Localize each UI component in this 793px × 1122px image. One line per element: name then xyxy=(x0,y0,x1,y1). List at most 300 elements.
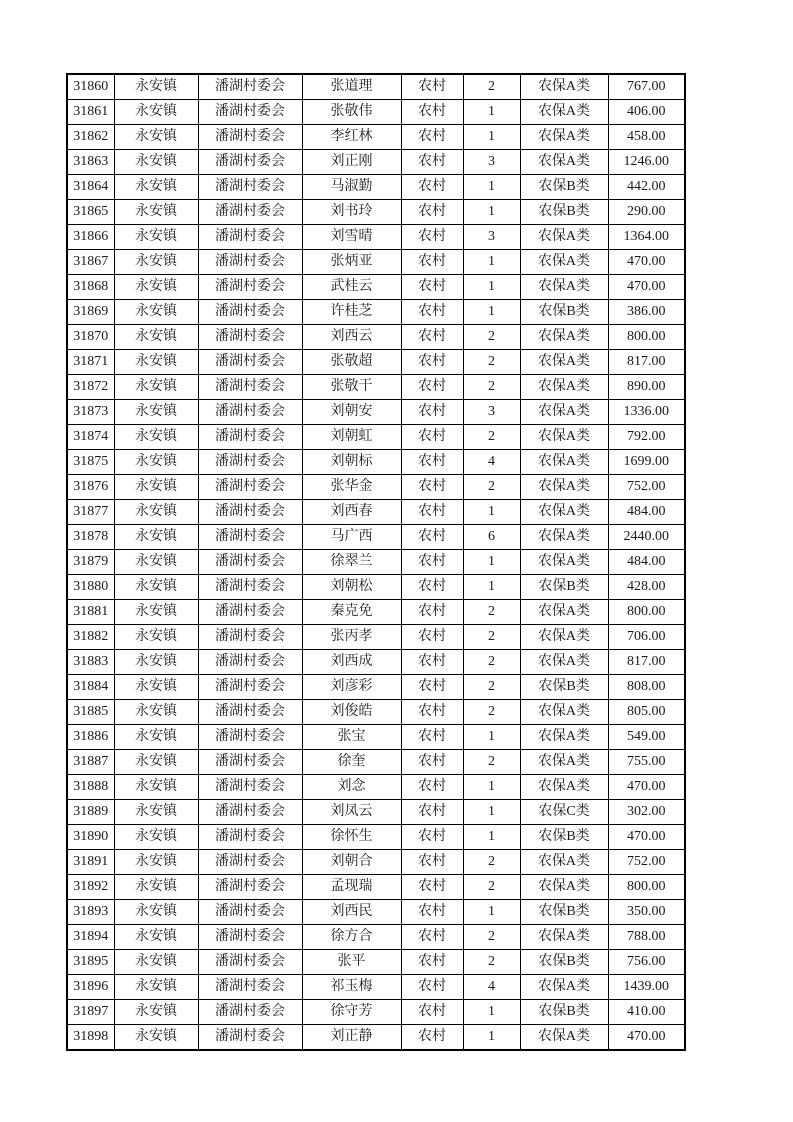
cell-town: 永安镇 xyxy=(114,875,198,900)
table-row xyxy=(67,775,685,800)
cell-person-count: 1 xyxy=(463,725,520,750)
cell-residence-type: 农村 xyxy=(401,750,463,775)
table-row xyxy=(67,225,685,250)
cell-person-count: 2 xyxy=(463,375,520,400)
cell-village-committee: 潘湖村委会 xyxy=(198,250,302,275)
cell-town: 永安镇 xyxy=(114,200,198,225)
cell-town: 永安镇 xyxy=(114,750,198,775)
cell-person-name: 刘书玲 xyxy=(302,200,401,225)
cell-residence-type: 农村 xyxy=(401,100,463,125)
cell-residence-type: 农村 xyxy=(401,650,463,675)
cell-residence-type: 农村 xyxy=(401,525,463,550)
cell-village-committee: 潘湖村委会 xyxy=(198,425,302,450)
table-row xyxy=(67,1025,685,1051)
cell-residence-type: 农村 xyxy=(401,400,463,425)
cell-residence-type: 农村 xyxy=(401,875,463,900)
cell-town: 永安镇 xyxy=(114,375,198,400)
cell-person-count: 4 xyxy=(463,975,520,1000)
cell-amount: 767.00 xyxy=(608,74,685,100)
cell-insurance-category: 农保A类 xyxy=(520,400,608,425)
cell-person-count: 1 xyxy=(463,825,520,850)
cell-amount: 470.00 xyxy=(608,775,685,800)
cell-person-count: 2 xyxy=(463,650,520,675)
cell-person-count: 2 xyxy=(463,875,520,900)
cell-serial-number: 31889 xyxy=(67,800,114,825)
cell-person-name: 刘朝松 xyxy=(302,575,401,600)
cell-town: 永安镇 xyxy=(114,275,198,300)
table-row xyxy=(67,525,685,550)
cell-town: 永安镇 xyxy=(114,325,198,350)
cell-insurance-category: 农保A类 xyxy=(520,1025,608,1051)
cell-village-committee: 潘湖村委会 xyxy=(198,225,302,250)
cell-town: 永安镇 xyxy=(114,900,198,925)
cell-person-count: 2 xyxy=(463,950,520,975)
cell-person-name: 张道理 xyxy=(302,74,401,100)
cell-person-name: 刘朝标 xyxy=(302,450,401,475)
cell-person-count: 1 xyxy=(463,1000,520,1025)
cell-residence-type: 农村 xyxy=(401,225,463,250)
table-row xyxy=(67,275,685,300)
cell-person-count: 1 xyxy=(463,275,520,300)
cell-town: 永安镇 xyxy=(114,575,198,600)
cell-residence-type: 农村 xyxy=(401,300,463,325)
cell-town: 永安镇 xyxy=(114,800,198,825)
cell-town: 永安镇 xyxy=(114,725,198,750)
cell-residence-type: 农村 xyxy=(401,600,463,625)
cell-person-name: 刘彦彩 xyxy=(302,675,401,700)
cell-residence-type: 农村 xyxy=(401,550,463,575)
cell-amount: 1246.00 xyxy=(608,150,685,175)
cell-person-count: 2 xyxy=(463,625,520,650)
cell-residence-type: 农村 xyxy=(401,825,463,850)
cell-residence-type: 农村 xyxy=(401,175,463,200)
cell-village-committee: 潘湖村委会 xyxy=(198,500,302,525)
table-row xyxy=(67,875,685,900)
cell-person-name: 刘朝虹 xyxy=(302,425,401,450)
table-row xyxy=(67,825,685,850)
cell-insurance-category: 农保A类 xyxy=(520,375,608,400)
cell-insurance-category: 农保A类 xyxy=(520,150,608,175)
cell-person-name: 刘正静 xyxy=(302,1025,401,1051)
cell-person-count: 1 xyxy=(463,175,520,200)
cell-residence-type: 农村 xyxy=(401,375,463,400)
cell-village-committee: 潘湖村委会 xyxy=(198,375,302,400)
cell-person-name: 马淑勤 xyxy=(302,175,401,200)
cell-person-name: 徐怀生 xyxy=(302,825,401,850)
cell-person-name: 刘西春 xyxy=(302,500,401,525)
cell-serial-number: 31873 xyxy=(67,400,114,425)
cell-serial-number: 31879 xyxy=(67,550,114,575)
cell-insurance-category: 农保A类 xyxy=(520,74,608,100)
cell-insurance-category: 农保B类 xyxy=(520,950,608,975)
cell-insurance-category: 农保A类 xyxy=(520,750,608,775)
cell-village-committee: 潘湖村委会 xyxy=(198,575,302,600)
table-row xyxy=(67,925,685,950)
cell-village-committee: 潘湖村委会 xyxy=(198,200,302,225)
cell-village-committee: 潘湖村委会 xyxy=(198,150,302,175)
cell-residence-type: 农村 xyxy=(401,125,463,150)
cell-residence-type: 农村 xyxy=(401,625,463,650)
cell-amount: 470.00 xyxy=(608,275,685,300)
cell-person-name: 张炳亚 xyxy=(302,250,401,275)
table-row xyxy=(67,700,685,725)
table-row xyxy=(67,450,685,475)
cell-amount: 470.00 xyxy=(608,825,685,850)
cell-town: 永安镇 xyxy=(114,350,198,375)
cell-insurance-category: 农保A类 xyxy=(520,700,608,725)
cell-serial-number: 31894 xyxy=(67,925,114,950)
cell-amount: 470.00 xyxy=(608,1025,685,1051)
cell-person-name: 刘正刚 xyxy=(302,150,401,175)
cell-amount: 800.00 xyxy=(608,600,685,625)
cell-residence-type: 农村 xyxy=(401,975,463,1000)
cell-town: 永安镇 xyxy=(114,300,198,325)
cell-amount: 302.00 xyxy=(608,800,685,825)
cell-serial-number: 31878 xyxy=(67,525,114,550)
table-row xyxy=(67,74,685,100)
cell-serial-number: 31860 xyxy=(67,74,114,100)
cell-person-count: 3 xyxy=(463,150,520,175)
cell-insurance-category: 农保B类 xyxy=(520,1000,608,1025)
cell-person-name: 张敬伟 xyxy=(302,100,401,125)
cell-residence-type: 农村 xyxy=(401,200,463,225)
cell-amount: 800.00 xyxy=(608,875,685,900)
cell-serial-number: 31877 xyxy=(67,500,114,525)
cell-person-count: 1 xyxy=(463,100,520,125)
cell-village-committee: 潘湖村委会 xyxy=(198,1000,302,1025)
cell-person-count: 2 xyxy=(463,675,520,700)
cell-person-count: 1 xyxy=(463,125,520,150)
cell-amount: 1336.00 xyxy=(608,400,685,425)
cell-insurance-category: 农保B类 xyxy=(520,175,608,200)
cell-insurance-category: 农保A类 xyxy=(520,525,608,550)
cell-village-committee: 潘湖村委会 xyxy=(198,175,302,200)
cell-residence-type: 农村 xyxy=(401,1000,463,1025)
cell-person-name: 李红林 xyxy=(302,125,401,150)
cell-town: 永安镇 xyxy=(114,525,198,550)
cell-village-committee: 潘湖村委会 xyxy=(198,650,302,675)
cell-person-count: 2 xyxy=(463,325,520,350)
cell-amount: 442.00 xyxy=(608,175,685,200)
cell-person-name: 秦克免 xyxy=(302,600,401,625)
cell-town: 永安镇 xyxy=(114,650,198,675)
cell-village-committee: 潘湖村委会 xyxy=(198,275,302,300)
cell-amount: 2440.00 xyxy=(608,525,685,550)
cell-serial-number: 31884 xyxy=(67,675,114,700)
cell-amount: 788.00 xyxy=(608,925,685,950)
cell-person-name: 张华金 xyxy=(302,475,401,500)
cell-person-count: 2 xyxy=(463,925,520,950)
cell-serial-number: 31880 xyxy=(67,575,114,600)
table-row xyxy=(67,250,685,275)
cell-insurance-category: 农保A类 xyxy=(520,475,608,500)
table-row xyxy=(67,325,685,350)
cell-town: 永安镇 xyxy=(114,600,198,625)
cell-village-committee: 潘湖村委会 xyxy=(198,725,302,750)
table-row xyxy=(67,1000,685,1025)
cell-residence-type: 农村 xyxy=(401,450,463,475)
cell-person-count: 2 xyxy=(463,600,520,625)
cell-person-count: 2 xyxy=(463,750,520,775)
cell-person-name: 张平 xyxy=(302,950,401,975)
cell-insurance-category: 农保A类 xyxy=(520,225,608,250)
table-row xyxy=(67,575,685,600)
table-row xyxy=(67,550,685,575)
cell-person-count: 3 xyxy=(463,225,520,250)
cell-town: 永安镇 xyxy=(114,950,198,975)
cell-person-name: 刘西云 xyxy=(302,325,401,350)
cell-amount: 706.00 xyxy=(608,625,685,650)
cell-serial-number: 31868 xyxy=(67,275,114,300)
cell-village-committee: 潘湖村委会 xyxy=(198,125,302,150)
cell-town: 永安镇 xyxy=(114,225,198,250)
cell-serial-number: 31892 xyxy=(67,875,114,900)
cell-residence-type: 农村 xyxy=(401,350,463,375)
cell-amount: 752.00 xyxy=(608,850,685,875)
cell-residence-type: 农村 xyxy=(401,425,463,450)
cell-town: 永安镇 xyxy=(114,675,198,700)
cell-village-committee: 潘湖村委会 xyxy=(198,675,302,700)
cell-town: 永安镇 xyxy=(114,825,198,850)
cell-village-committee: 潘湖村委会 xyxy=(198,775,302,800)
cell-village-committee: 潘湖村委会 xyxy=(198,875,302,900)
cell-person-count: 3 xyxy=(463,400,520,425)
cell-person-name: 武桂云 xyxy=(302,275,401,300)
table-row xyxy=(67,600,685,625)
cell-town: 永安镇 xyxy=(114,975,198,1000)
cell-town: 永安镇 xyxy=(114,775,198,800)
table-row xyxy=(67,175,685,200)
cell-insurance-category: 农保A类 xyxy=(520,100,608,125)
cell-serial-number: 31895 xyxy=(67,950,114,975)
cell-serial-number: 31888 xyxy=(67,775,114,800)
cell-person-count: 2 xyxy=(463,700,520,725)
cell-insurance-category: 农保A类 xyxy=(520,450,608,475)
table-row xyxy=(67,850,685,875)
cell-person-count: 2 xyxy=(463,74,520,100)
cell-insurance-category: 农保A类 xyxy=(520,600,608,625)
cell-person-name: 孟现瑞 xyxy=(302,875,401,900)
cell-residence-type: 农村 xyxy=(401,275,463,300)
table-row xyxy=(67,125,685,150)
cell-insurance-category: 农保B类 xyxy=(520,900,608,925)
cell-person-count: 1 xyxy=(463,1025,520,1051)
cell-town: 永安镇 xyxy=(114,175,198,200)
cell-amount: 1699.00 xyxy=(608,450,685,475)
cell-person-name: 刘朝安 xyxy=(302,400,401,425)
cell-person-name: 许桂芝 xyxy=(302,300,401,325)
cell-insurance-category: 农保A类 xyxy=(520,425,608,450)
cell-person-count: 1 xyxy=(463,800,520,825)
cell-town: 永安镇 xyxy=(114,125,198,150)
cell-person-name: 张宝 xyxy=(302,725,401,750)
cell-residence-type: 农村 xyxy=(401,850,463,875)
cell-insurance-category: 农保A类 xyxy=(520,650,608,675)
cell-residence-type: 农村 xyxy=(401,700,463,725)
cell-person-count: 1 xyxy=(463,250,520,275)
cell-serial-number: 31866 xyxy=(67,225,114,250)
cell-insurance-category: 农保A类 xyxy=(520,625,608,650)
cell-village-committee: 潘湖村委会 xyxy=(198,74,302,100)
cell-serial-number: 31891 xyxy=(67,850,114,875)
cell-village-committee: 潘湖村委会 xyxy=(198,700,302,725)
cell-insurance-category: 农保B类 xyxy=(520,575,608,600)
cell-insurance-category: 农保B类 xyxy=(520,200,608,225)
table-row xyxy=(67,975,685,1000)
cell-town: 永安镇 xyxy=(114,425,198,450)
cell-person-name: 张敬超 xyxy=(302,350,401,375)
table-row xyxy=(67,100,685,125)
cell-amount: 484.00 xyxy=(608,550,685,575)
cell-insurance-category: 农保A类 xyxy=(520,775,608,800)
cell-person-count: 6 xyxy=(463,525,520,550)
cell-insurance-category: 农保A类 xyxy=(520,875,608,900)
cell-person-name: 徐方合 xyxy=(302,925,401,950)
cell-person-name: 张丙孝 xyxy=(302,625,401,650)
cell-serial-number: 31867 xyxy=(67,250,114,275)
cell-person-name: 马广西 xyxy=(302,525,401,550)
cell-person-count: 1 xyxy=(463,900,520,925)
cell-person-name: 徐奎 xyxy=(302,750,401,775)
cell-village-committee: 潘湖村委会 xyxy=(198,525,302,550)
cell-person-count: 2 xyxy=(463,850,520,875)
cell-town: 永安镇 xyxy=(114,925,198,950)
cell-serial-number: 31883 xyxy=(67,650,114,675)
cell-amount: 549.00 xyxy=(608,725,685,750)
cell-residence-type: 农村 xyxy=(401,925,463,950)
cell-serial-number: 31886 xyxy=(67,725,114,750)
cell-residence-type: 农村 xyxy=(401,325,463,350)
cell-residence-type: 农村 xyxy=(401,500,463,525)
cell-insurance-category: 农保C类 xyxy=(520,800,608,825)
cell-person-name: 刘念 xyxy=(302,775,401,800)
cell-amount: 290.00 xyxy=(608,200,685,225)
cell-town: 永安镇 xyxy=(114,400,198,425)
cell-amount: 808.00 xyxy=(608,675,685,700)
benefit-roster-table xyxy=(66,73,686,1051)
cell-serial-number: 31862 xyxy=(67,125,114,150)
cell-serial-number: 31869 xyxy=(67,300,114,325)
cell-serial-number: 31893 xyxy=(67,900,114,925)
cell-town: 永安镇 xyxy=(114,1025,198,1051)
cell-serial-number: 31876 xyxy=(67,475,114,500)
cell-residence-type: 农村 xyxy=(401,1025,463,1051)
cell-residence-type: 农村 xyxy=(401,475,463,500)
cell-serial-number: 31874 xyxy=(67,425,114,450)
cell-village-committee: 潘湖村委会 xyxy=(198,550,302,575)
cell-person-name: 张敬干 xyxy=(302,375,401,400)
cell-person-count: 1 xyxy=(463,550,520,575)
cell-village-committee: 潘湖村委会 xyxy=(198,300,302,325)
cell-insurance-category: 农保A类 xyxy=(520,850,608,875)
cell-village-committee: 潘湖村委会 xyxy=(198,350,302,375)
table-row xyxy=(67,300,685,325)
cell-town: 永安镇 xyxy=(114,450,198,475)
table-row xyxy=(67,475,685,500)
cell-amount: 800.00 xyxy=(608,325,685,350)
cell-serial-number: 31871 xyxy=(67,350,114,375)
cell-insurance-category: 农保A类 xyxy=(520,275,608,300)
cell-person-name: 刘朝合 xyxy=(302,850,401,875)
cell-village-committee: 潘湖村委会 xyxy=(198,925,302,950)
benefit-roster-body xyxy=(67,74,685,1050)
cell-residence-type: 农村 xyxy=(401,74,463,100)
cell-serial-number: 31887 xyxy=(67,750,114,775)
table-row xyxy=(67,650,685,675)
cell-town: 永安镇 xyxy=(114,100,198,125)
cell-insurance-category: 农保B类 xyxy=(520,825,608,850)
cell-village-committee: 潘湖村委会 xyxy=(198,850,302,875)
cell-amount: 1439.00 xyxy=(608,975,685,1000)
cell-town: 永安镇 xyxy=(114,250,198,275)
cell-residence-type: 农村 xyxy=(401,775,463,800)
cell-town: 永安镇 xyxy=(114,150,198,175)
cell-person-name: 刘西民 xyxy=(302,900,401,925)
cell-insurance-category: 农保A类 xyxy=(520,500,608,525)
cell-village-committee: 潘湖村委会 xyxy=(198,625,302,650)
cell-amount: 756.00 xyxy=(608,950,685,975)
cell-amount: 386.00 xyxy=(608,300,685,325)
cell-person-name: 刘西成 xyxy=(302,650,401,675)
cell-amount: 805.00 xyxy=(608,700,685,725)
table-row xyxy=(67,350,685,375)
cell-person-count: 1 xyxy=(463,500,520,525)
cell-person-name: 刘俊皓 xyxy=(302,700,401,725)
table-row xyxy=(67,950,685,975)
cell-person-name: 刘雪晴 xyxy=(302,225,401,250)
cell-village-committee: 潘湖村委会 xyxy=(198,800,302,825)
cell-amount: 817.00 xyxy=(608,650,685,675)
cell-town: 永安镇 xyxy=(114,850,198,875)
cell-village-committee: 潘湖村委会 xyxy=(198,1025,302,1051)
cell-serial-number: 31885 xyxy=(67,700,114,725)
cell-insurance-category: 农保A类 xyxy=(520,350,608,375)
cell-town: 永安镇 xyxy=(114,1000,198,1025)
cell-person-count: 2 xyxy=(463,475,520,500)
cell-town: 永安镇 xyxy=(114,74,198,100)
cell-amount: 470.00 xyxy=(608,250,685,275)
cell-serial-number: 31861 xyxy=(67,100,114,125)
table-row xyxy=(67,800,685,825)
cell-person-name: 徐翠兰 xyxy=(302,550,401,575)
cell-town: 永安镇 xyxy=(114,700,198,725)
cell-amount: 1364.00 xyxy=(608,225,685,250)
table-row xyxy=(67,200,685,225)
table-row xyxy=(67,725,685,750)
cell-residence-type: 农村 xyxy=(401,250,463,275)
cell-person-count: 1 xyxy=(463,775,520,800)
cell-village-committee: 潘湖村委会 xyxy=(198,400,302,425)
cell-town: 永安镇 xyxy=(114,500,198,525)
cell-insurance-category: 农保B类 xyxy=(520,300,608,325)
cell-person-count: 1 xyxy=(463,575,520,600)
cell-amount: 410.00 xyxy=(608,1000,685,1025)
cell-village-committee: 潘湖村委会 xyxy=(198,950,302,975)
cell-serial-number: 31882 xyxy=(67,625,114,650)
cell-person-name: 徐守芳 xyxy=(302,1000,401,1025)
cell-village-committee: 潘湖村委会 xyxy=(198,825,302,850)
cell-amount: 484.00 xyxy=(608,500,685,525)
cell-amount: 406.00 xyxy=(608,100,685,125)
cell-serial-number: 31898 xyxy=(67,1025,114,1051)
table-row xyxy=(67,625,685,650)
cell-insurance-category: 农保B类 xyxy=(520,675,608,700)
table-row xyxy=(67,675,685,700)
cell-town: 永安镇 xyxy=(114,550,198,575)
cell-residence-type: 农村 xyxy=(401,575,463,600)
cell-residence-type: 农村 xyxy=(401,900,463,925)
cell-insurance-category: 农保A类 xyxy=(520,925,608,950)
